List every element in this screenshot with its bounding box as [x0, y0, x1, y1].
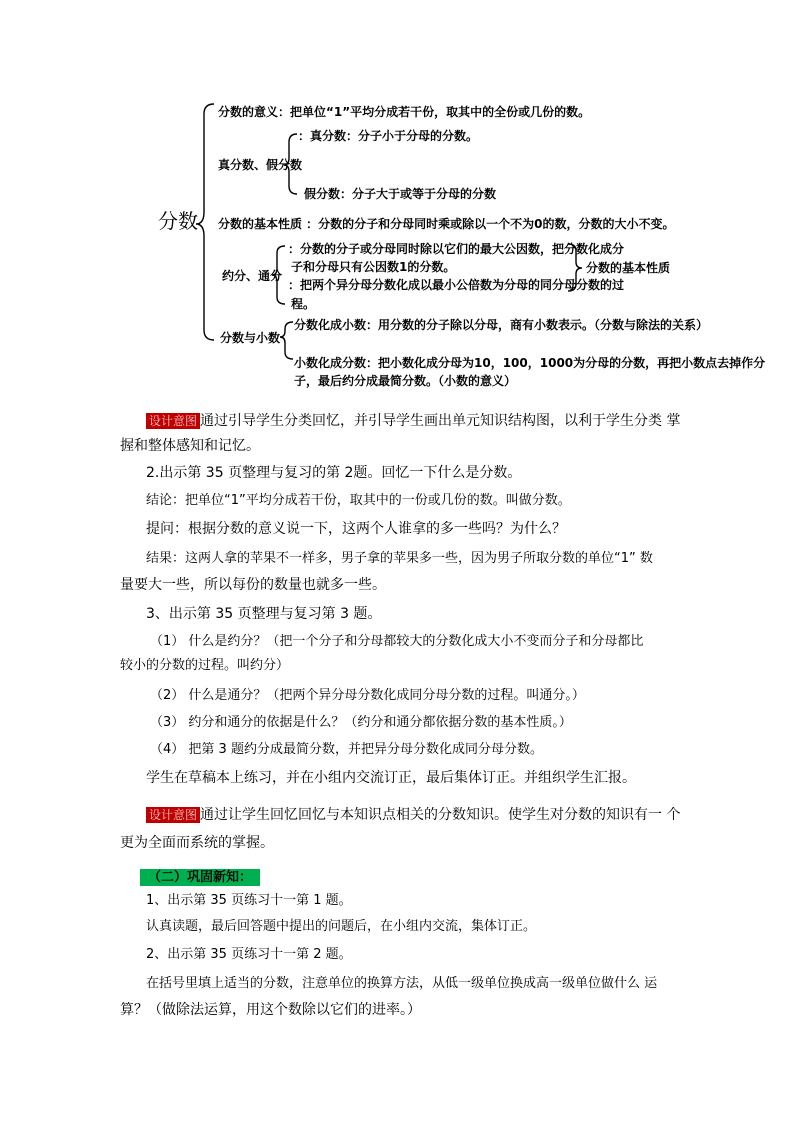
exercise-1: 1、出示第 35 页练习十一第 1 题。 — [146, 893, 352, 908]
frac-to-decimal-line: 分数化成小数：用分数的分子除以分母，商有小数表示。（分数与除法的关系） — [294, 318, 709, 332]
result-line-2: 量要大一些，所以每份的数量也就多一些。 — [120, 577, 386, 593]
section-heading — [140, 866, 260, 886]
exercise-1-desc: 认真读题，最后回答题中提出的问题后，在小组内交流，集体订正。 — [146, 919, 537, 934]
meaning-line: 分数的意义：把单位“1”平均分成若干份，取其中的全份或几份的数。 — [218, 105, 591, 119]
question: 提问：根据分数的意义说一下，这两个人谁拿的多一些吗？为什么？ — [146, 521, 566, 537]
design-text: 通过引导学生分类回忆，并引导学生画出单元知识结构图，以利于学生分类 掌 — [200, 413, 681, 429]
practice: 学生在草稿本上练习，并在小组内交流订正，最后集体订正。并组织学生汇报。 — [146, 770, 636, 786]
reduce-line-2: 子和分母只有公因数1的分数。 — [291, 260, 456, 274]
design-tag: 设计意图 — [146, 413, 200, 429]
section-title: （二）巩固新知： — [140, 869, 260, 886]
exercise-2: 2、出示第 35 页练习十一第 2 题。 — [146, 947, 352, 962]
common-line-2: 程。 — [291, 297, 316, 311]
basic-property-line: 分数的基本性质 ：分数的分子和分母同时乘或除以一个不为0的数，分数的大小不变。 — [218, 217, 675, 231]
design-tag: 设计意图 — [146, 807, 200, 823]
frac-decimal-brace — [280, 322, 293, 359]
proper-line: ：真分数：分子小于分母的分数。 — [298, 129, 479, 143]
conclusion: 结论：把单位“1”平均分成若干份，取其中的一份或几份的数。叫做分数。 — [146, 493, 571, 508]
improper-line: 假分数：分子大于或等于分母的分数 — [304, 187, 497, 201]
q3: （3） 约分和通分的依据是什么？（约分和通分都依据分数的基本性质。） — [150, 715, 572, 730]
exercise-2-desc-1: 在括号里填上适当的分数，注意单位的换算方法，从低一级单位换成高一级单位做什么 运 — [146, 976, 658, 991]
reduce-line-1: ：分数的分子或分母同时除以它们的最大公因数，把分数化成分 — [288, 242, 625, 256]
design-text: 通过让学生回忆回忆与本知识点相关的分数知识。使学生对分数的知识有一 个 — [200, 807, 681, 823]
main-brace — [196, 104, 214, 340]
frac-decimal-label: 分数与小数 — [220, 331, 281, 345]
q4: （4） 把第 3 题约分成最简分数，并把异分母分数化成同分母分数。 — [150, 742, 543, 757]
decimal-to-frac-line-1: 小数化成分数：把小数化成分母为10，100，1000为分母的分数，再把小数点去掉作分 — [294, 356, 766, 370]
q2: （2） 什么是通分？（把两个异分母分数化成同分母分数的过程。叫通分。） — [150, 688, 585, 703]
q1-line-1: （1） 什么是约分？（把一个分子和分母都较大的分数化成大小不变而分子和分母都比 — [150, 634, 644, 649]
item-2: 2.出示第 35 页整理与复习的第 2题。回忆一下什么是分数。 — [146, 465, 522, 481]
reduce-common-label: 约分、通分 — [222, 269, 283, 283]
design-text-continued: 握和整体感知和记忆。 — [120, 438, 260, 454]
result-line-1: 结果：这两人拿的苹果不一样多，男子拿的苹果多一些，因为男子所取分数的单位“1” 数 — [146, 551, 653, 566]
item-3: 3、出示第 35 页整理与复习第 3 题。 — [146, 606, 382, 622]
design-text-continued: 更为全面而系统的掌握。 — [120, 835, 274, 851]
proper-improper-label: 真分数、假分数 — [218, 158, 303, 172]
design-paragraph-1 — [146, 411, 680, 431]
diagram-root: 分数 — [158, 209, 198, 233]
q1-line-2: 较小的分数的过程。叫约分） — [120, 658, 290, 673]
exercise-2-desc-2: 算？（做除法运算，用这个数除以它们的进率。） — [120, 1002, 421, 1018]
common-line-1: ：把两个异分母分数化成以最小公倍数为分母的同分母分数的过 — [288, 278, 625, 292]
right-basic-property-label: 分数的基本性质 — [586, 261, 671, 275]
decimal-to-frac-line-2: 子，最后约分成最简分数。（小数的意义） — [294, 374, 517, 388]
design-paragraph-2 — [146, 805, 680, 825]
